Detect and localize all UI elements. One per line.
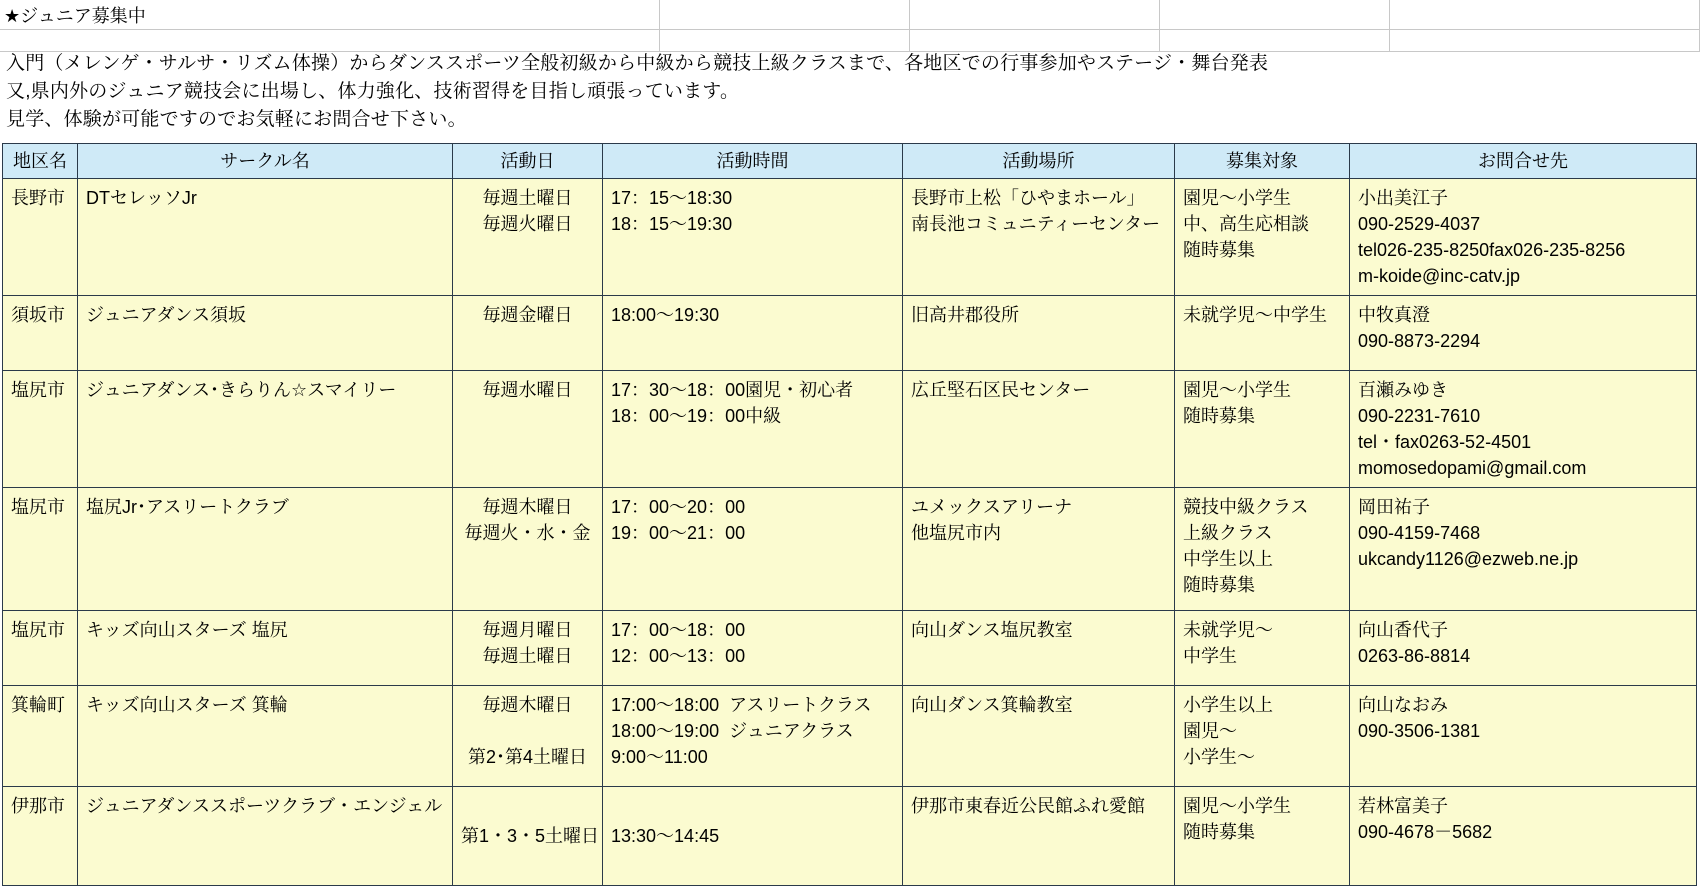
header-cell-2 bbox=[660, 0, 910, 30]
place-line: ユメックスアリーナ bbox=[911, 497, 1073, 517]
day-line: 毎週火曜日 bbox=[482, 214, 573, 234]
description-block bbox=[6, 50, 1606, 134]
cell-target bbox=[1175, 371, 1350, 488]
cell-target bbox=[1175, 787, 1350, 886]
target-line: 園児〜小学生 bbox=[1183, 188, 1291, 208]
cell-target bbox=[1175, 611, 1350, 686]
cell-place bbox=[903, 371, 1175, 488]
target-line: 上級クラス bbox=[1183, 523, 1273, 543]
cell-circle: 塩尻Jr･アスリートクラブ bbox=[78, 488, 453, 611]
time-line: 18：15〜19:30 bbox=[611, 214, 733, 234]
contact-line: 向山なおみ bbox=[1358, 695, 1448, 715]
cell-contact bbox=[1350, 179, 1697, 296]
time-line: 19：00〜21：00 bbox=[611, 523, 746, 543]
description-line-3: 見学、体験が可能ですのでお気軽にお問合せ下さい。 bbox=[6, 109, 467, 130]
cell-contact bbox=[1350, 371, 1697, 488]
cell-contact bbox=[1350, 787, 1697, 886]
description-line-2: 又,県内外のジュニア競技会に出場し、体力強化、技術習得を目指し頑張っています。 bbox=[6, 81, 740, 102]
time-line: 9:00〜11:00 bbox=[611, 747, 708, 767]
cell-area: 長野市 bbox=[3, 179, 78, 296]
target-line: 小学生以上 bbox=[1183, 695, 1273, 715]
column-header-time: 活動時間 bbox=[603, 144, 903, 179]
cell-days bbox=[453, 686, 603, 787]
day-line: 毎週月曜日 bbox=[482, 620, 573, 640]
cell-area: 塩尻市 bbox=[3, 488, 78, 611]
spacer-cell-5 bbox=[1390, 30, 1700, 52]
header-cell-4 bbox=[1160, 0, 1390, 30]
table-row bbox=[3, 296, 1697, 371]
table-row bbox=[3, 371, 1697, 488]
description-line-1: 入門（メレンゲ・サルサ・リズム体操）からダンススポーツ全般初級から中級から競技上級クラスまで、各地区での行事参加やステージ・舞台発表 bbox=[6, 53, 1269, 74]
cell-target bbox=[1175, 488, 1350, 611]
target-line: 園児〜 bbox=[1183, 721, 1237, 741]
contact-line: 百瀬みゆき bbox=[1358, 380, 1448, 400]
contact-line: momosedopami@gmail.com bbox=[1358, 458, 1587, 478]
cell-target bbox=[1175, 179, 1350, 296]
cell-contact bbox=[1350, 296, 1697, 371]
column-header-contact: お問合せ先 bbox=[1350, 144, 1697, 179]
cell-circle: ジュニアダンス須坂 bbox=[78, 296, 453, 371]
contact-line: 090-8873-2294 bbox=[1358, 331, 1481, 351]
time-line: 17：00〜18：00 bbox=[611, 620, 746, 640]
target-line: 中学生 bbox=[1183, 646, 1237, 666]
contact-line: ukcandy1126@ezweb.ne.jp bbox=[1358, 549, 1579, 569]
cell-days bbox=[453, 371, 603, 488]
target-line: 園児〜小学生 bbox=[1183, 380, 1291, 400]
spacer-cell-4 bbox=[1160, 30, 1390, 52]
day-line: 第1・3・5土曜日 bbox=[461, 826, 600, 846]
spacer-cell-1 bbox=[0, 30, 660, 52]
cell-place bbox=[903, 787, 1175, 886]
cell-days bbox=[453, 488, 603, 611]
contact-line: m-koide@inc-catv.jp bbox=[1358, 266, 1520, 286]
cell-time bbox=[603, 296, 903, 371]
target-line: 随時募集 bbox=[1183, 575, 1255, 595]
cell-time bbox=[603, 488, 903, 611]
place-line: 南長池コミュニティーセンター bbox=[911, 214, 1161, 234]
cell-circle: ジュニアダンス･きらりん☆スマイリー bbox=[78, 371, 453, 488]
target-line: 随時募集 bbox=[1183, 406, 1255, 426]
cell-area: 塩尻市 bbox=[3, 371, 78, 488]
contact-line: 090-3506-1381 bbox=[1358, 721, 1481, 741]
time-line: 18:00〜19:00 ジュニアクラス bbox=[611, 721, 854, 741]
header-title-cell bbox=[0, 0, 660, 30]
cell-days bbox=[453, 611, 603, 686]
page-title: ★ジュニア募集中 bbox=[4, 5, 146, 26]
table-row bbox=[3, 686, 1697, 787]
cell-circle: DTセレッソJr bbox=[78, 179, 453, 296]
spacer-row bbox=[0, 30, 1700, 52]
cell-days bbox=[453, 179, 603, 296]
cell-time bbox=[603, 611, 903, 686]
day-line-gap bbox=[461, 718, 594, 744]
day-line: 毎週金曜日 bbox=[482, 305, 573, 325]
contact-line: 090-2231-7610 bbox=[1358, 406, 1481, 426]
contact-line: 090-4159-7468 bbox=[1358, 523, 1481, 543]
time-line: 18:00〜19:30 bbox=[611, 305, 720, 325]
time-line: 13:30〜14:45 bbox=[611, 826, 720, 846]
place-line: 他塩尻市内 bbox=[911, 523, 1001, 543]
target-line: 中、高生応相談 bbox=[1183, 214, 1309, 234]
target-line: 未就学児〜 bbox=[1183, 620, 1273, 640]
cell-contact bbox=[1350, 686, 1697, 787]
header-cell-5 bbox=[1390, 0, 1700, 30]
target-line: 中学生以上 bbox=[1183, 549, 1273, 569]
time-line: 18：00〜19：00中級 bbox=[611, 406, 782, 426]
cell-area: 塩尻市 bbox=[3, 611, 78, 686]
place-line: 伊那市東春近公民館ふれ愛館 bbox=[911, 796, 1145, 816]
contact-line: 小出美江子 bbox=[1358, 188, 1448, 208]
place-line: 向山ダンス塩尻教室 bbox=[911, 620, 1073, 640]
cell-days bbox=[453, 787, 603, 886]
header-cell-3 bbox=[910, 0, 1160, 30]
contact-line: 岡田祐子 bbox=[1358, 497, 1430, 517]
contact-line: 090-4678－5682 bbox=[1358, 822, 1493, 842]
table-row bbox=[3, 179, 1697, 296]
column-header-area: 地区名 bbox=[3, 144, 78, 179]
day-line: 毎週土曜日 bbox=[482, 646, 573, 666]
cell-area: 伊那市 bbox=[3, 787, 78, 886]
time-line: 17：15〜18:30 bbox=[611, 188, 733, 208]
table-body bbox=[3, 179, 1697, 886]
time-line: 17：30〜18：00園児・初心者 bbox=[611, 380, 854, 400]
day-line: 毎週火・水・金 bbox=[464, 523, 591, 543]
place-line: 向山ダンス箕輪教室 bbox=[911, 695, 1073, 715]
day-line: 第2･第4土曜日 bbox=[467, 747, 588, 767]
cell-circle: ジュニアダンススポーツクラブ・エンジェル bbox=[78, 787, 453, 886]
contact-line: 若林富美子 bbox=[1358, 796, 1448, 816]
table-row bbox=[3, 787, 1697, 886]
cell-time bbox=[603, 179, 903, 296]
spacer-cell-3 bbox=[910, 30, 1160, 52]
cell-place bbox=[903, 179, 1175, 296]
target-line: 未就学児〜中学生 bbox=[1183, 305, 1327, 325]
cell-time bbox=[603, 686, 903, 787]
contact-line: tel・fax0263-52-4501 bbox=[1358, 432, 1532, 452]
column-header-days: 活動日 bbox=[453, 144, 603, 179]
cell-place bbox=[903, 686, 1175, 787]
header-row bbox=[0, 0, 1700, 30]
spacer-cell-2 bbox=[660, 30, 910, 52]
target-line: 随時募集 bbox=[1183, 822, 1255, 842]
cell-area: 箕輪町 bbox=[3, 686, 78, 787]
contact-line: 向山香代子 bbox=[1358, 620, 1448, 640]
table-row bbox=[3, 488, 1697, 611]
time-line: 17：00〜20：00 bbox=[611, 497, 746, 517]
cell-circle: キッズ向山スターズ 箕輪 bbox=[78, 686, 453, 787]
cell-time bbox=[603, 787, 903, 886]
cell-target bbox=[1175, 296, 1350, 371]
day-line: 毎週水曜日 bbox=[482, 380, 573, 400]
day-line: 毎週土曜日 bbox=[482, 188, 573, 208]
contact-line: 0263-86-8814 bbox=[1358, 646, 1471, 666]
cell-area: 須坂市 bbox=[3, 296, 78, 371]
day-line: 毎週木曜日 bbox=[482, 497, 573, 517]
contact-line: 中牧真澄 bbox=[1358, 305, 1430, 325]
column-header-place: 活動場所 bbox=[903, 144, 1175, 179]
table-row bbox=[3, 611, 1697, 686]
cell-target bbox=[1175, 686, 1350, 787]
time-line: 12：00〜13：00 bbox=[611, 646, 746, 666]
target-line: 競技中級クラス bbox=[1183, 497, 1309, 517]
cell-place bbox=[903, 488, 1175, 611]
place-line: 広丘堅石区民センター bbox=[911, 380, 1091, 400]
day-line: 毎週木曜日 bbox=[482, 695, 573, 715]
cell-place bbox=[903, 296, 1175, 371]
time-line: 17:00〜18:00 アスリートクラス bbox=[611, 695, 872, 715]
place-line: 長野市上松「ひやまホール」 bbox=[911, 188, 1145, 208]
cell-contact bbox=[1350, 611, 1697, 686]
target-line: 小学生〜 bbox=[1183, 747, 1255, 767]
cell-circle: キッズ向山スターズ 塩尻 bbox=[78, 611, 453, 686]
target-line: 随時募集 bbox=[1183, 240, 1255, 260]
cell-place bbox=[903, 611, 1175, 686]
recruitment-table bbox=[2, 143, 1697, 886]
header-area bbox=[0, 0, 1700, 52]
cell-time bbox=[603, 371, 903, 488]
column-header-target: 募集対象 bbox=[1175, 144, 1350, 179]
cell-days bbox=[453, 296, 603, 371]
column-header-circle: サークル名 bbox=[78, 144, 453, 179]
target-line: 園児〜小学生 bbox=[1183, 796, 1291, 816]
place-line: 旧高井郡役所 bbox=[911, 305, 1019, 325]
cell-contact bbox=[1350, 488, 1697, 611]
contact-line: 090-2529-4037 bbox=[1358, 214, 1481, 234]
contact-line: tel026-235-8250fax026-235-8256 bbox=[1358, 240, 1626, 260]
table-header-row bbox=[3, 144, 1697, 179]
